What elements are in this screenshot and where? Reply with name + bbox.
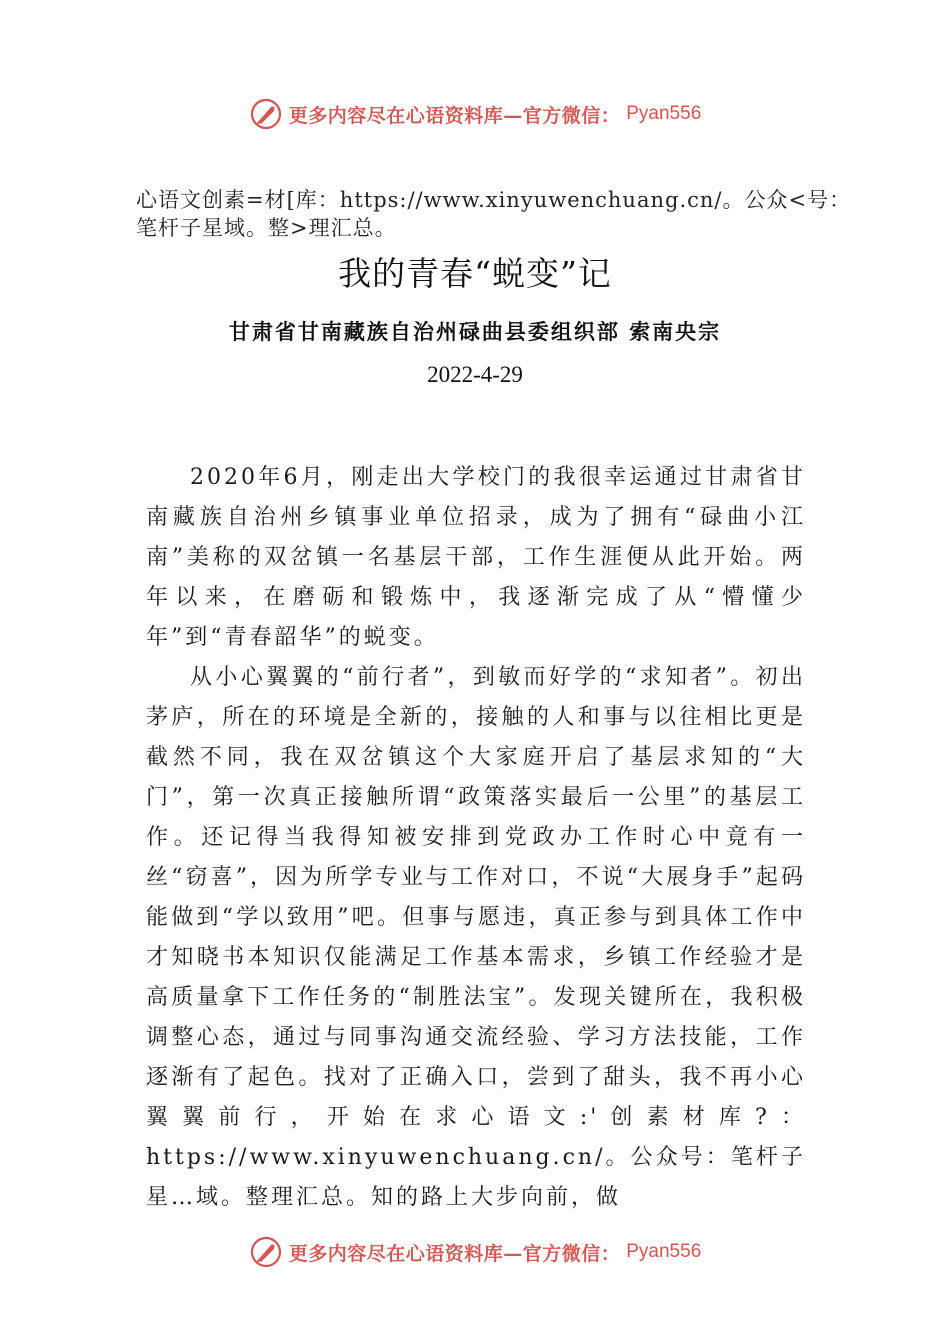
header-watermark-banner [0, 94, 950, 134]
quill-logo-icon [249, 1235, 283, 1269]
banner-text: 更多内容尽在心语资料库—官方微信： [288, 104, 621, 127]
article-title: 我的青春“蜕变”记 [338, 254, 612, 293]
footer-watermark-banner [0, 1232, 950, 1272]
quill-logo-icon [249, 97, 283, 131]
banner-handle: Pyan556 [626, 103, 702, 124]
source-note: 心语文创素=材[库：https://www.xinyuwenchuang.cn/。公众<号：笔杆子星域。整>理汇总。 [136, 188, 852, 240]
banner-handle: Pyan556 [626, 1241, 702, 1262]
banner-text: 更多内容尽在心语资料库—官方微信： [288, 1242, 621, 1265]
article-author: 甘肃省甘南藏族自治州碌曲县委组织部 索南央宗 [228, 319, 722, 344]
paragraph: 2020年6月，刚走出大学校门的我很幸运通过甘肃省甘南藏族自治州乡镇事业单位招录，成为了拥有“碌曲小江南”美称的双岔镇一名基层干部，工作生涯便从此开始。两年以来，在磨砺和锻炼中，我逐渐完成了从“懵懂少年”到“青春韶华”的蜕变。 [146, 465, 806, 650]
paragraph: 从小心翼翼的“前行者”，到敏而好学的“求知者”。初出茅庐，所在的环境是全新的，接触的人和事与以往相比更是截然不同，我在双岔镇这个大家庭开启了基层求知的“大门”，第一次真正接触所谓“政策落实最后一公里”的基层工作。还记得当我得知被安排到党政办工作时心中竟有一丝“窃喜”，因为所学专业与工作对口，不说“大展身手”起码能做到“学以致用”吧。但事与愿违，真正参与到具体工作中才知晓书本知识仅能满足工作基本需求，乡镇工作经验才是高质量拿下工作任务的“制胜法宝”。发现关键所在，我积极调整心态，通过与同事沟通交流经验、学习方法技能，工作逐渐有了起色。找对了正确入口，尝到了甜头，我不再小心翼翼前行，开始在求心语文:'创素材库?：https://www.xinyuwenchuang.cn/。公众号：笔杆子星…域。整理汇总。知的路上大步向前，做 [146, 665, 806, 1210]
article-date: 2022-4-29 [427, 362, 523, 387]
article-body [146, 458, 806, 1218]
